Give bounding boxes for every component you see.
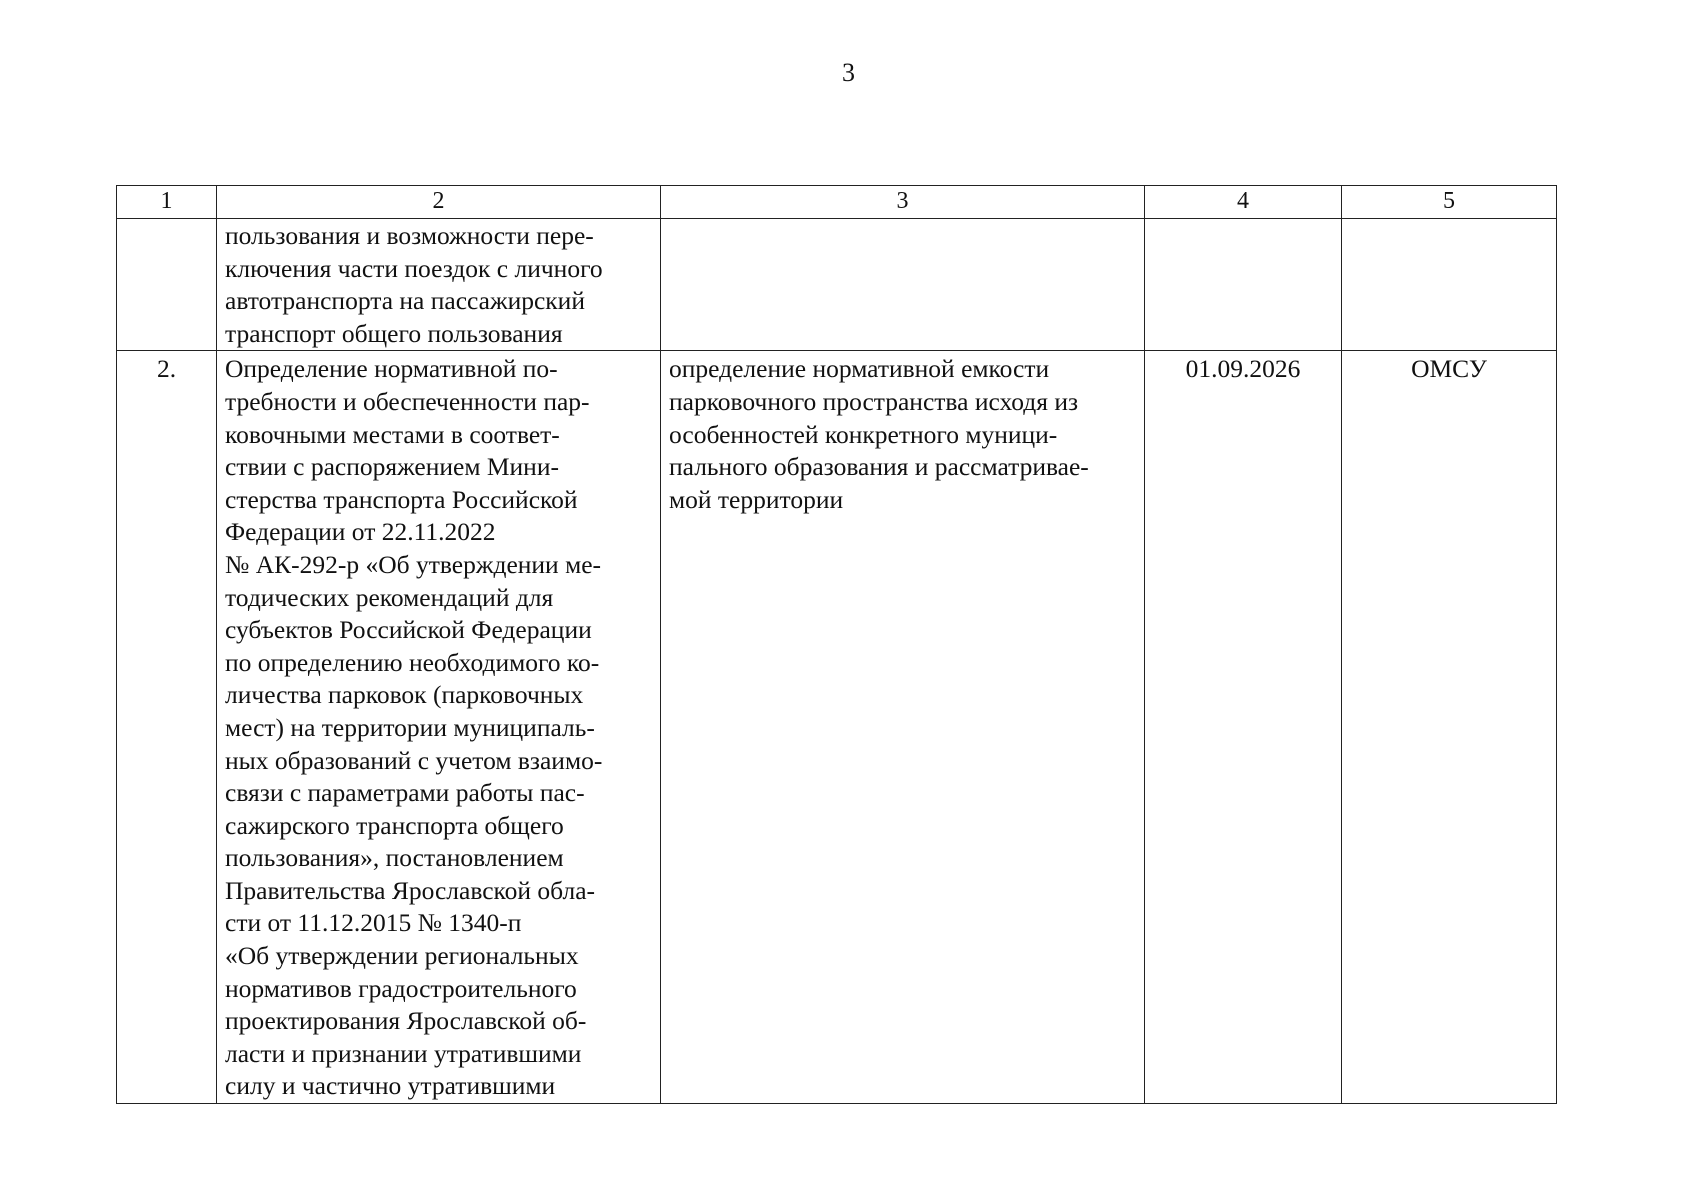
row-number: 2.	[117, 351, 217, 1104]
text-line: требности и обеспеченности пар-	[225, 386, 590, 416]
text-line: парковочного пространства исходя из	[669, 386, 1079, 416]
text-line: сажирского транспорта общего	[225, 810, 564, 840]
text-line: стерства транспорта Российской	[225, 484, 578, 514]
text-line: связи с параметрами работы пас-	[225, 778, 585, 808]
table-header-row	[117, 186, 1557, 219]
text-line: ных образований с учетом взаимо-	[225, 745, 603, 775]
text-line: транспорт общего пользования	[225, 318, 563, 348]
responsible-cell	[1342, 219, 1557, 351]
text-line: мест) на территории муниципаль-	[225, 712, 595, 742]
deadline-cell	[1145, 219, 1342, 351]
row-number	[117, 219, 217, 351]
text-line: пользования», постановлением	[225, 843, 564, 873]
text-line: личества парковок (парковочных	[225, 680, 584, 710]
page-number: 3	[842, 58, 855, 87]
text-line: автотранспорта на пассажирский	[225, 286, 585, 316]
text-line: особенностей конкретного муници-	[669, 419, 1058, 449]
result-cell	[661, 351, 1145, 1104]
measures-table	[116, 185, 1557, 1104]
text-line: ковочными местами в соответ-	[225, 419, 560, 449]
measure-cell	[217, 219, 661, 351]
text-line: нормативов градостроительного	[225, 973, 577, 1003]
text-line: Федерации от 22.11.2022	[225, 517, 496, 547]
text-line: ласти и признании утратившими	[225, 1038, 582, 1068]
text-line: Правительства Ярославской обла-	[225, 875, 596, 905]
column-header-1: 1	[117, 186, 217, 219]
table-row	[117, 351, 1557, 1104]
column-header-2: 2	[217, 186, 661, 219]
deadline-cell: 01.09.2026	[1145, 351, 1342, 1104]
text-line: по определению необходимого ко-	[225, 647, 600, 677]
column-header-3: 3	[661, 186, 1145, 219]
text-line: ключения части поездок с личного	[225, 253, 603, 283]
text-line: сти от 11.12.2015 № 1340-п	[225, 908, 522, 938]
column-header-4: 4	[1145, 186, 1342, 219]
text-line: пального образования и рассматривае-	[669, 452, 1089, 482]
result-cell	[661, 219, 1145, 351]
text-line: проектирования Ярославской об-	[225, 1006, 587, 1036]
text-line: силу и частично утратившими	[225, 1071, 556, 1101]
text-line: определение нормативной емкости	[669, 354, 1050, 384]
text-line: ствии с распоряжением Мини-	[225, 452, 559, 482]
text-line: пользования и возможности пере-	[225, 221, 594, 250]
text-line: тодических рекомендаций для	[225, 582, 554, 612]
text-line: «Об утверждении региональных	[225, 941, 579, 971]
text-line: субъектов Российской Федерации	[225, 615, 592, 645]
text-line: № АК-292-р «Об утверждении ме-	[225, 549, 602, 579]
responsible-cell: ОМСУ	[1342, 351, 1557, 1104]
measure-cell	[217, 351, 661, 1104]
text-line: Определение нормативной по-	[225, 354, 558, 384]
table-row	[117, 219, 1557, 351]
column-header-5: 5	[1342, 186, 1557, 219]
text-line: мой территории	[669, 484, 844, 514]
